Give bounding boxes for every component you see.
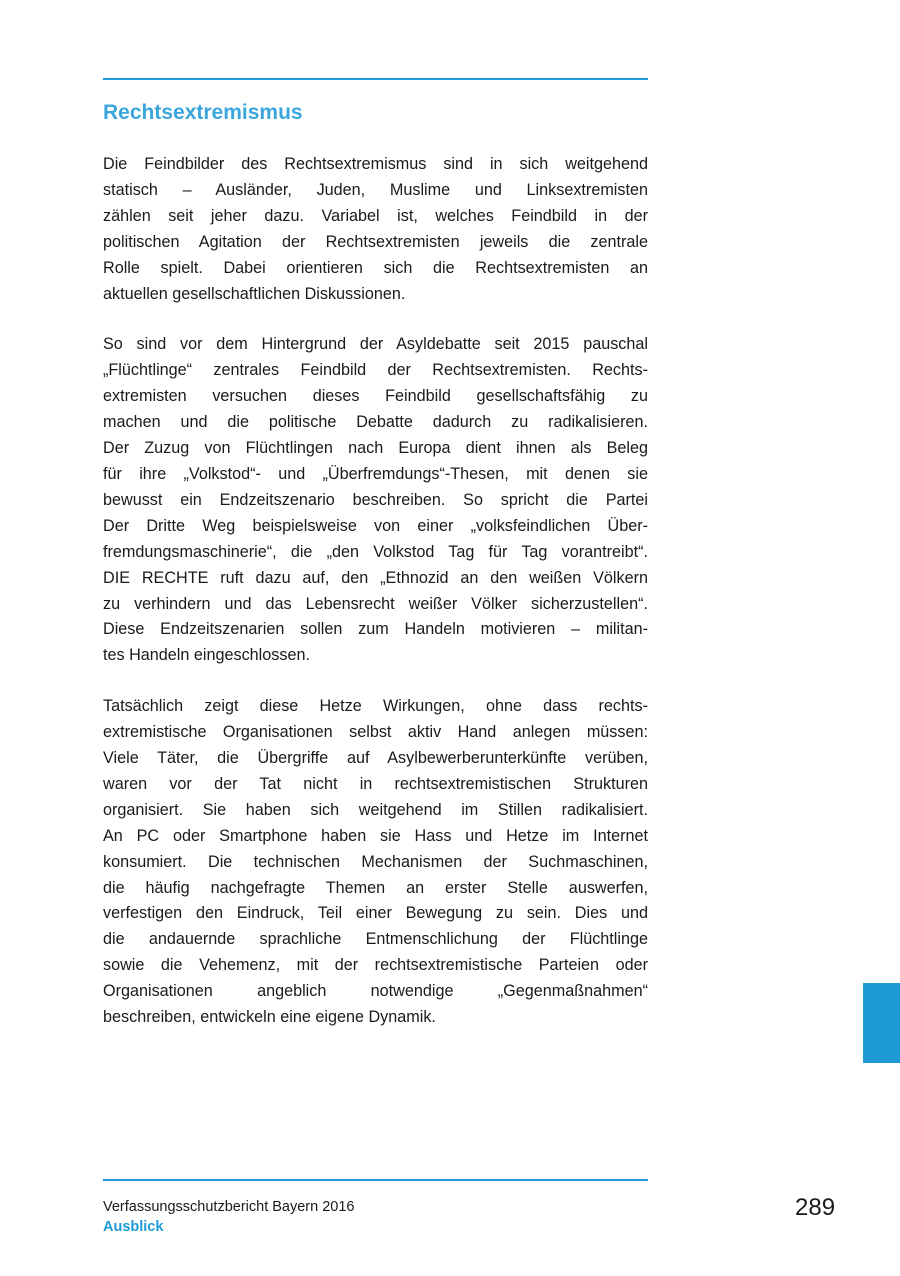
footer-section-label: Ausblick <box>103 1219 164 1235</box>
top-divider <box>103 78 648 80</box>
text-line: Diese Endzeitszenarien sollen zum Handeln motivieren – militan- <box>103 620 648 639</box>
footer-report-title: Verfassungsschutzbericht Bayern 2016 <box>103 1199 355 1215</box>
text-line: „Flüchtlinge“ zentrales Feindbild der Rechtsextremisten. Rechts- <box>103 361 648 380</box>
text-line: Der Zuzug von Flüchtlingen nach Europa dient ihnen als Beleg <box>103 439 648 458</box>
body-text <box>103 152 648 1056</box>
text-line: An PC oder Smartphone haben sie Hass und Hetze im Internet <box>103 826 648 845</box>
text-line: Viele Täter, die Übergriffe auf Asylbewerberunterkünfte verüben, <box>103 749 648 768</box>
text-line: tes Handeln eingeschlossen. <box>103 646 310 665</box>
paragraph <box>103 332 648 669</box>
text-line: sowie die Vehemenz, mit der rechtsextremistische Parteien oder <box>103 956 648 975</box>
text-line: bewusst ein Endzeitszenario beschreiben. So spricht die Partei <box>103 490 648 509</box>
text-line: zählen seit jeher dazu. Variabel ist, welches Feindbild in der <box>103 206 648 225</box>
paragraph <box>103 152 648 307</box>
text-line: So sind vor dem Hintergrund der Asyldebatte seit 2015 pauschal <box>103 335 648 354</box>
chapter-tab-marker <box>863 983 900 1063</box>
text-line: die andauernde sprachliche Entmenschlichung der Flüchtlinge <box>103 930 648 949</box>
bottom-divider <box>103 1179 648 1181</box>
text-line: Rolle spielt. Dabei orientieren sich die Rechtsextremisten an <box>103 258 648 277</box>
text-line: statisch – Ausländer, Juden, Muslime und Linksextremisten <box>103 180 648 199</box>
text-line: extremistische Organisationen selbst aktiv Hand anlegen müssen: <box>103 723 648 742</box>
text-line: machen und die politische Debatte dadurch zu radikalisieren. <box>103 413 648 432</box>
text-line: Die Feindbilder des Rechtsextremismus sind in sich weitgehend <box>103 155 648 173</box>
text-line: DIE RECHTE ruft dazu auf, den „Ethnozid an den weißen Völkern <box>103 568 648 587</box>
text-line: aktuellen gesellschaftlichen Diskussionen. <box>103 284 406 303</box>
text-line: konsumiert. Die technischen Mechanismen der Suchmaschinen, <box>103 852 648 871</box>
text-line: extremisten versuchen dieses Feindbild gesellschaftsfähig zu <box>103 387 648 406</box>
paragraph <box>103 694 648 1031</box>
text-line: für ihre „Volkstod“- und „Überfremdungs“-Thesen, mit denen sie <box>103 464 648 483</box>
text-line: waren vor der Tat nicht in rechtsextremistischen Strukturen <box>103 774 648 793</box>
text-line: fremdungsmaschinerie“, die „den Volkstod Tag für Tag vorantreibt“. <box>103 542 648 561</box>
text-line: organisiert. Sie haben sich weitgehend im Stillen radikalisiert. <box>103 800 648 819</box>
text-line: Der Dritte Weg beispielsweise von einer „volksfeindlichen Über- <box>103 516 648 535</box>
text-line: beschreiben, entwickeln eine eigene Dynamik. <box>103 1008 436 1027</box>
page-number: 289 <box>795 1194 836 1221</box>
text-line: die häufig nachgefragte Themen an erster Stelle auswerfen, <box>103 878 648 897</box>
text-line: Organisationen angeblich notwendige „Gegenmaßnahmen“ <box>103 982 648 1001</box>
text-line: Tatsächlich zeigt diese Hetze Wirkungen, ohne dass rechts- <box>103 697 648 716</box>
text-line: zu verhindern und das Lebensrecht weißer Völker sicherzustellen“. <box>103 594 648 613</box>
text-line: verfestigen den Eindruck, Teil einer Bewegung zu sein. Dies und <box>103 904 648 923</box>
section-heading: Rechtsextremismus <box>103 101 303 124</box>
text-line: politischen Agitation der Rechtsextremisten jeweils die zentrale <box>103 232 648 251</box>
